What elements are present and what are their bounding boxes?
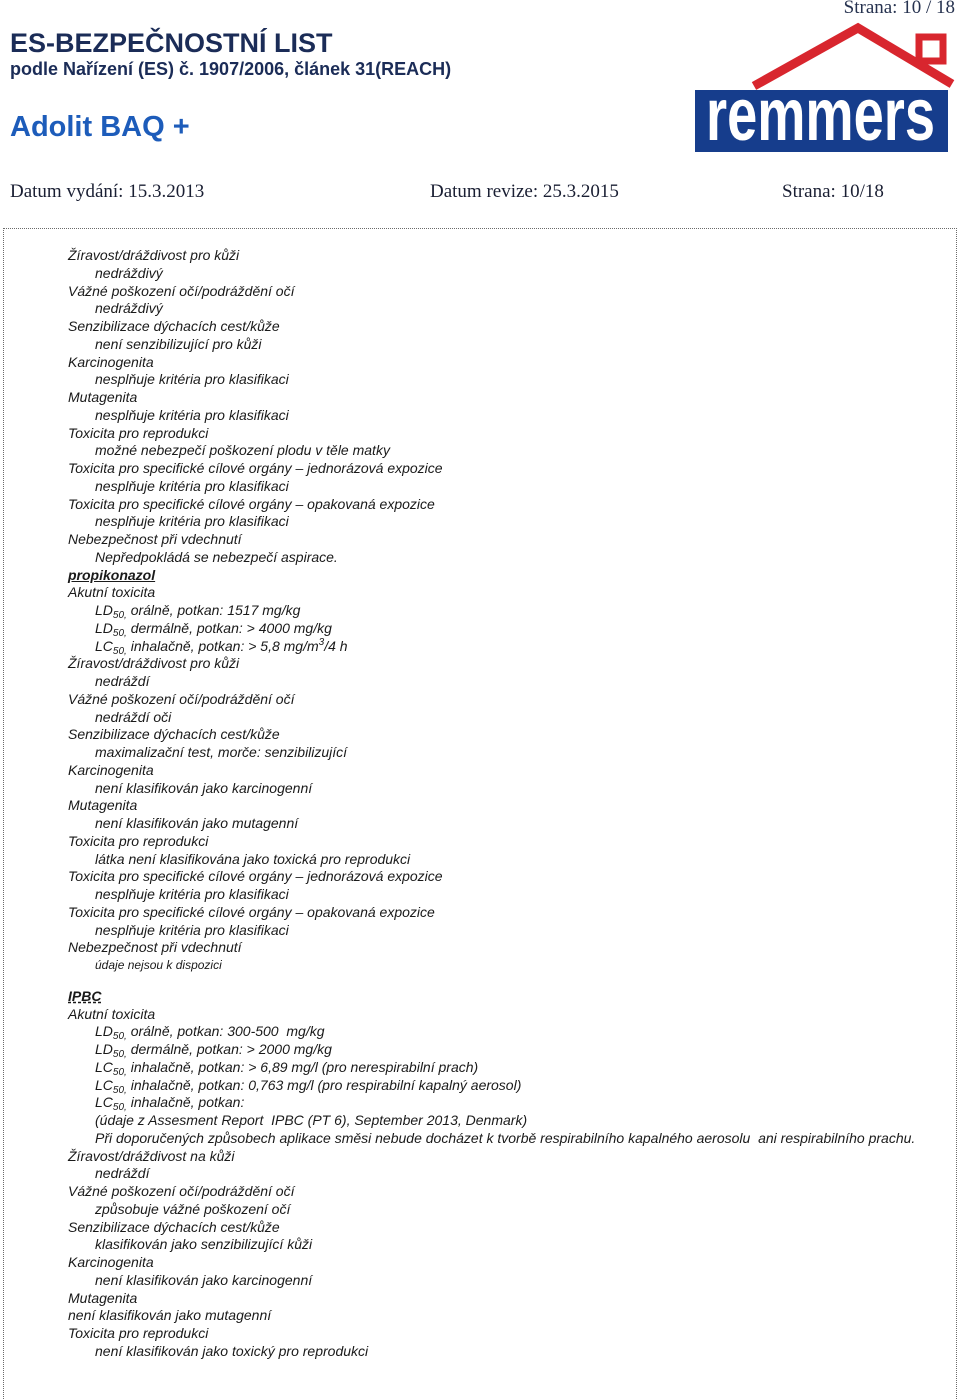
sensitisation-heading: Senzibilizace dýchacích cest/kůže <box>68 318 280 334</box>
skin-corrosion-value: nedráždí <box>95 673 150 689</box>
aspiration-heading: Nebezpečnost při vdechnutí <box>68 531 242 547</box>
acute-toxicity-heading: Akutní toxicita <box>68 584 156 601</box>
eye-damage-value: nedráždivý <box>95 300 163 317</box>
reproductive-toxicity-heading: Toxicita pro reprodukci <box>68 832 209 849</box>
document-title: ES-BEZPEČNOSTNÍ LIST <box>10 28 333 58</box>
tox-symbol: LD <box>95 1023 113 1040</box>
sensitisation-value: maximalizační test, morče: senzibilizující <box>95 744 348 760</box>
page-number: Strana: 10/18 <box>782 181 884 202</box>
tox-symbol: LD <box>95 1041 113 1057</box>
reproductive-toxicity-heading: Toxicita pro reprodukci <box>68 1325 209 1341</box>
toxicology-content <box>68 247 956 1361</box>
tox-symbol: LC <box>95 637 113 654</box>
tox-subscript: 50, <box>112 1102 127 1114</box>
tox-subscript: 50, <box>112 645 127 657</box>
sensitisation-heading: Senzibilizace dýchacích cest/kůže <box>68 726 280 743</box>
carcinogenicity-heading: Karcinogenita <box>68 353 154 370</box>
issue-date: Datum vydání: 15.3.2013 <box>10 181 205 202</box>
tox-subscript: 50, <box>112 1084 127 1096</box>
tox-subscript: 50, <box>112 627 127 639</box>
aspiration-value: Nepředpokládá se nebezpečí aspirace. <box>95 548 338 565</box>
eye-damage-heading: Vážné poškození očí/podráždění očí <box>68 690 295 707</box>
mutagenicity-value: nesplňuje kritéria pro klasifikaci <box>95 406 289 423</box>
section-spacer <box>68 975 956 988</box>
tox-symbol: LC <box>95 1058 113 1075</box>
acute-toxicity-entry <box>95 1023 956 1041</box>
acute-toxicity-entry <box>95 1041 956 1059</box>
stot-single-value: nesplňuje kritéria pro klasifikaci <box>95 477 289 494</box>
tox-subscript: 50, <box>112 1049 127 1060</box>
acute-toxicity-entry <box>95 1077 956 1095</box>
acute-toxicity-entry <box>95 602 956 620</box>
tox-symbol: LD <box>95 619 113 636</box>
stot-single-heading: Toxicita pro specifické cílové orgány – jednorázová expozice <box>68 868 443 885</box>
document-subtitle: podle Nařízení (ES) č. 1907/2006, článek 31(REACH) <box>10 59 452 79</box>
reproductive-toxicity-heading: Toxicita pro reprodukci <box>68 424 209 441</box>
stot-repeated-heading: Toxicita pro specifické cílové orgány – opakovaná expozice <box>68 903 435 920</box>
substance-name: IPBC <box>68 987 102 1004</box>
mutagenicity-heading: Mutagenita <box>68 389 138 405</box>
stot-repeated-value: nesplňuje kritéria pro klasifikaci <box>95 921 289 938</box>
tox-value: inhalačně, potkan: <box>126 1094 245 1111</box>
acute-toxicity-heading: Akutní toxicita <box>68 1005 156 1022</box>
mutagenicity-value: není klasifikován jako mutagenní <box>68 1307 272 1324</box>
mutagenicity-value: není klasifikován jako mutagenní <box>95 815 299 831</box>
page-counter-top: Strana: 10 / 18 <box>843 0 955 18</box>
reproductive-toxicity-value: látka není klasifikována jako toxická pro reprodukci <box>95 850 411 867</box>
remmers-logo <box>690 18 956 156</box>
sensitisation-value: klasifikován jako senzibilizující kůži <box>95 1236 313 1253</box>
stot-single-value: nesplňuje kritéria pro klasifikaci <box>95 886 289 902</box>
tox-symbol: LC <box>95 1076 113 1093</box>
reproductive-toxicity-value: není klasifikován jako toxický pro reprodukci <box>95 1342 369 1359</box>
content-frame <box>3 228 957 1399</box>
substance-name: propikonazol <box>68 566 156 583</box>
stot-repeated-value: nesplňuje kritéria pro klasifikaci <box>95 513 289 530</box>
acute-toxicity-entry <box>95 638 956 656</box>
aerosol-note: Při doporučených způsobech aplikace směsi nebude docházet k tvorbě respirabilního kapalného aerosolu ani respirabilního prachu. <box>95 1129 916 1146</box>
tox-superscript: 3 <box>318 636 325 648</box>
eye-damage-value: způsobuje vážné poškození očí <box>95 1200 291 1217</box>
tox-subscript: 50, <box>112 1066 127 1078</box>
skin-corrosion-heading: Žíravost/dráždivost pro kůži <box>68 655 240 672</box>
tox-value: inhalačně, potkan: > 5,8 mg/m <box>126 637 319 654</box>
acute-toxicity-entry <box>95 1094 956 1112</box>
tox-value: inhalačně, potkan: > 6,89 mg/l (pro nerespirabilní prach) <box>126 1058 479 1075</box>
carcinogenicity-heading: Karcinogenita <box>68 761 154 778</box>
stot-repeated-heading: Toxicita pro specifické cílové orgány – opakovaná expozice <box>68 495 435 512</box>
logo-wordmark: remmers <box>706 73 935 156</box>
logo-chimney-icon <box>919 37 943 61</box>
carcinogenicity-value: není klasifikován jako karcinogenní <box>95 779 313 796</box>
revision-date: Datum revize: 25.3.2015 <box>430 181 619 202</box>
sensitisation-heading: Senzibilizace dýchacích cest/kůže <box>68 1218 280 1235</box>
skin-corrosion-heading: Žíravost/dráždivost pro kůži <box>68 247 240 263</box>
carcinogenicity-value: není klasifikován jako karcinogenní <box>95 1271 313 1288</box>
tox-value: dermálně, potkan: > 2000 mg/kg <box>126 1041 332 1057</box>
skin-corrosion-value: nedráždivý <box>95 264 163 281</box>
tox-value: orálně, potkan: 300-500 mg/kg <box>126 1023 325 1040</box>
tox-subscript: 50, <box>112 1031 127 1043</box>
tox-value-tail: /4 h <box>324 637 348 654</box>
mutagenicity-heading: Mutagenita <box>68 797 138 814</box>
reproductive-toxicity-value: možné nebezpečí poškození plodu v těle matky <box>95 442 390 459</box>
skin-corrosion-heading: Žíravost/dráždivost na kůži <box>68 1147 235 1164</box>
eye-damage-heading: Vážné poškození očí/podráždění očí <box>68 282 295 299</box>
tox-value: orálně, potkan: 1517 mg/kg <box>126 602 301 618</box>
tox-symbol: LD <box>95 602 113 618</box>
eye-damage-heading: Vážné poškození očí/podráždění očí <box>68 1183 295 1199</box>
carcinogenicity-heading: Karcinogenita <box>68 1254 154 1270</box>
substance-name-ipbc <box>68 988 956 1006</box>
skin-corrosion-value: nedráždí <box>95 1165 150 1182</box>
tox-symbol: LC <box>95 1094 113 1111</box>
tox-value: inhalačně, potkan: 0,763 mg/l (pro respirabilní kapalný aerosol) <box>126 1076 522 1093</box>
product-name: Adolit BAQ + <box>10 111 190 143</box>
tox-subscript: 50, <box>112 610 127 621</box>
eye-damage-value: nedráždí oči <box>95 708 172 725</box>
aspiration-value: údaje nejsou k dispozici <box>95 958 222 972</box>
carcinogenicity-value: nesplňuje kritéria pro klasifikaci <box>95 371 289 388</box>
acute-toxicity-entry <box>95 1059 956 1077</box>
tox-value: dermálně, potkan: > 4000 mg/kg <box>126 619 332 636</box>
substance-name-propikonazol <box>68 567 956 585</box>
sensitisation-value: není senzibilizující pro kůži <box>95 335 262 352</box>
stot-single-heading: Toxicita pro specifické cílové orgány – jednorázová expozice <box>68 460 443 476</box>
acute-toxicity-entry <box>95 620 956 638</box>
mutagenicity-heading: Mutagenita <box>68 1289 138 1306</box>
source-note: (údaje z Assesment Report IPBC (PT 6), September 2013, Denmark) <box>95 1112 528 1128</box>
aspiration-heading: Nebezpečnost při vdechnutí <box>68 939 242 956</box>
